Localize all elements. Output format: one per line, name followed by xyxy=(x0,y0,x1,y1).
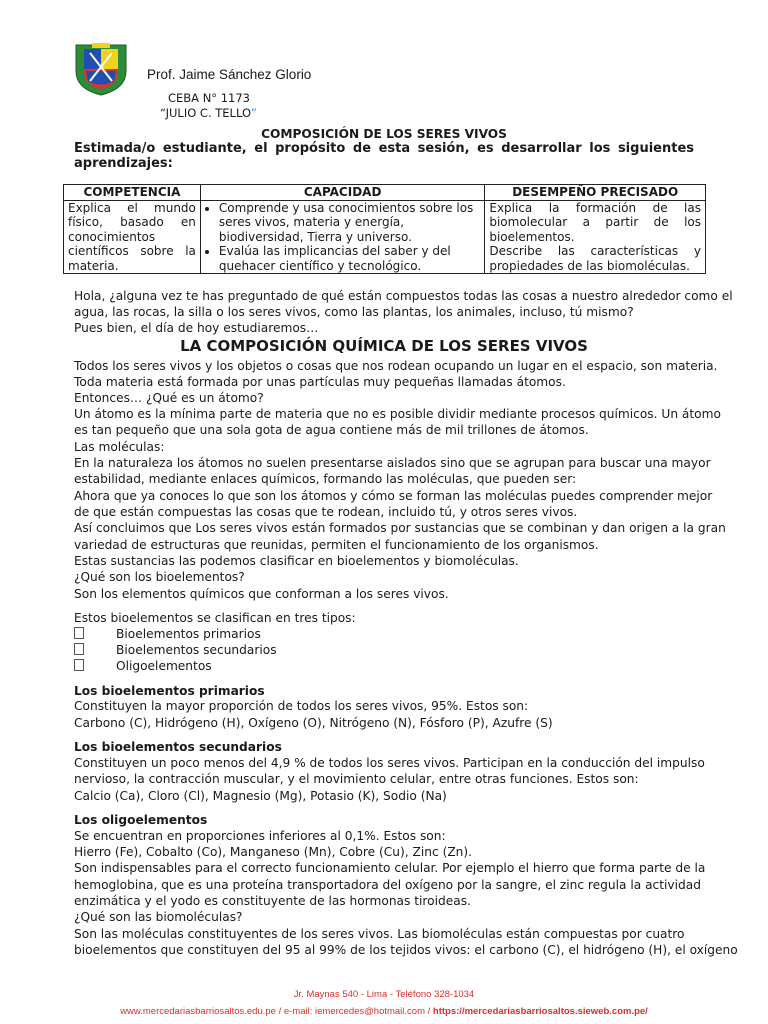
body-line: Así concluimos que Los seres vivos están formados por sustancias que se combinan y dan origen a la gran xyxy=(74,521,726,535)
oligo-line: Son las moléculas constituyentes de los seres vivos. Las biomoléculas están compuestas por cuatro xyxy=(74,927,685,941)
primarios-title: Los bioelementos primarios xyxy=(74,684,265,698)
oligo-line: Hierro (Fe), Cobalto (Co), Manganeso (Mn), Cobre (Cu), Zinc (Zn). xyxy=(74,845,473,859)
hola-line: Pues bien, el día de hoy estudiaremos… xyxy=(74,321,319,335)
oligo-line: enzimática y el yodo es constituyente de las hormonas tiroideas. xyxy=(74,894,471,908)
quote-open: “ xyxy=(160,106,166,120)
capacidad-item: • Evalúa las implicancias del saber y del quehacer científico y tecnológico. xyxy=(219,244,480,273)
primarios-line: Constituyen la mayor proporción de todos los seres vivos, 95%. Estos son: xyxy=(74,699,529,713)
capacidad-cell xyxy=(200,200,484,274)
oligo-line: bioelementos que constituyen del 95 al 99% de los tejidos vivos: el carbono (C), el hidrógeno (H), el oxígeno xyxy=(74,943,738,957)
footer-address: Jr. Maynas 540 - Lima - Teléfono 328-1034 xyxy=(293,989,475,1000)
header-desempeno: DESEMPEÑO PRECISADO xyxy=(485,185,706,201)
body-line: es tan pequeño que una sola gota de agua contiene más de mil trillones de átomos. xyxy=(74,423,589,437)
secundarios-title: Los bioelementos secundarios xyxy=(74,740,282,754)
school-code: CEBA N° 1173 xyxy=(168,91,250,105)
page-title: COMPOSICIÓN DE LOS SERES VIVOS xyxy=(261,127,507,141)
missing-glyph-icon xyxy=(74,659,84,671)
list-item xyxy=(74,627,261,641)
secundarios-line: Constituyen un poco menos del 4,9 % de todos los seres vivos. Participan en la conducción del impulso xyxy=(74,756,705,770)
body-line: Entonces… ¿Qué es un átomo? xyxy=(74,391,264,405)
section-heading: LA COMPOSICIÓN QUÍMICA DE LOS SERES VIVOS xyxy=(180,337,588,355)
hola-line: agua, las rocas, la silla o los seres vivos, como las plantas, los animales, incluso, tú mismo? xyxy=(74,305,634,319)
footer-links xyxy=(0,1006,768,1017)
teacher-name: Prof. Jaime Sánchez Glorio xyxy=(147,67,312,82)
body-line: Estas sustancias las podemos clasificar en bioelementos y biomoléculas. xyxy=(74,554,519,568)
oligo-line: Son indispensables para el correcto funcionamiento celular. Por ejemplo el hierro que forma parte de la xyxy=(74,861,706,875)
competencia-cell xyxy=(64,200,201,274)
body-line: ¿Qué son los bioelementos? xyxy=(74,570,245,584)
body-line: Son los elementos químicos que conforman a los seres vivos. xyxy=(74,587,449,601)
sieweb-link[interactable]: https://mercedariasbarriosaltos.sieweb.com.pe/ xyxy=(432,1006,648,1017)
competencia-text: Explica el mundo físico, basado en conocimientos científicos sobre la materia. xyxy=(68,200,196,273)
website-link[interactable]: www.mercedariasbarriosaltos.edu.pe xyxy=(120,1006,276,1017)
body-line: En la naturaleza los átomos no suelen presentarse aislados sino que se agrupan para buscar una mayor xyxy=(74,456,711,470)
school-crest-logo xyxy=(72,41,130,97)
body-line: variedad de estructuras que reunidas, permiten el funcionamiento de los organismos. xyxy=(74,538,599,552)
email-text: / e-mail: iemercedes@hotmail.com / xyxy=(275,1006,433,1017)
body-line: Un átomo es la mínima parte de materia que no es posible dividir mediante procesos químicos. Un átomo xyxy=(74,407,721,421)
secundarios-line: Calcio (Ca), Cloro (Cl), Magnesio (Mg), Potasio (K), Sodio (Na) xyxy=(74,789,447,803)
school-name xyxy=(160,106,257,120)
list-item-label: Oligoelementos xyxy=(116,659,212,673)
intro-paragraph: Estimada/o estudiante, el propósito de esta sesión, es desarrollar los siguientes aprendizajes: xyxy=(74,141,694,171)
oligo-line: hemoglobina, que es una proteína transportadora del oxígeno por la sangre, el zinc regula la actividad xyxy=(74,878,701,892)
school-name-text: JULIO C. TELLO xyxy=(165,106,251,120)
desempeno-item: Explica la formación de las biomolecular a partir de los bioelementos. xyxy=(489,200,701,244)
secundarios-line: nervioso, la contracción muscular, y el movimiento celular, entre otras funciones. Estos son: xyxy=(74,772,639,786)
body-line: Todos los seres vivos y los objetos o cosas que nos rodean ocupando un lugar en el espacio, son materia. xyxy=(74,359,718,373)
primarios-line: Carbono (C), Hidrógeno (H), Oxígeno (O), Nitrógeno (N), Fósforo (P), Azufre (S) xyxy=(74,716,553,730)
body-line: Toda materia está formada por unas partículas muy pequeñas llamadas átomos. xyxy=(74,375,566,389)
missing-glyph-icon xyxy=(74,643,84,655)
capacidad-item: • Comprende y usa conocimientos sobre los seres vivos, materia y energía, biodiversidad, Tierra y universo. xyxy=(219,201,480,245)
list-item-label: Bioelementos primarios xyxy=(116,627,261,641)
desempeno-item: Describe las características y propiedades de las biomoléculas. xyxy=(489,244,701,273)
hola-line: Hola, ¿alguna vez te has preguntado de qué están compuestos todas las cosas a nuestro alrededor como el xyxy=(74,289,733,303)
list-item xyxy=(74,659,212,673)
oligo-title: Los oligoelementos xyxy=(74,813,208,827)
list-item xyxy=(74,643,277,657)
oligo-line: ¿Qué son las biomoléculas? xyxy=(74,910,243,924)
list-item-label: Bioelementos secundarios xyxy=(116,643,277,657)
missing-glyph-icon xyxy=(74,627,84,639)
desempeno-cell xyxy=(485,200,706,274)
oligo-line: Se encuentran en proporciones inferiores al 0,1%. Estos son: xyxy=(74,829,446,843)
body-line: Ahora que ya conoces lo que son los átomos y cómo se forman las moléculas puedes comprender mejor xyxy=(74,489,713,503)
header-capacidad: CAPACIDAD xyxy=(200,185,484,201)
header-competencia: COMPETENCIA xyxy=(64,185,201,201)
competence-table xyxy=(63,184,706,274)
tipos-intro: Estos bioelementos se clasifican en tres tipos: xyxy=(74,611,356,625)
body-line: de que están compuestas las cosas que te rodean, incluido tú, y otros seres vivos. xyxy=(74,505,578,519)
body-line: Las moléculas: xyxy=(74,440,165,454)
quote-close: ” xyxy=(250,106,257,120)
body-line: estabilidad, mediante enlaces químicos, formando las moléculas, que pueden ser: xyxy=(74,472,577,486)
